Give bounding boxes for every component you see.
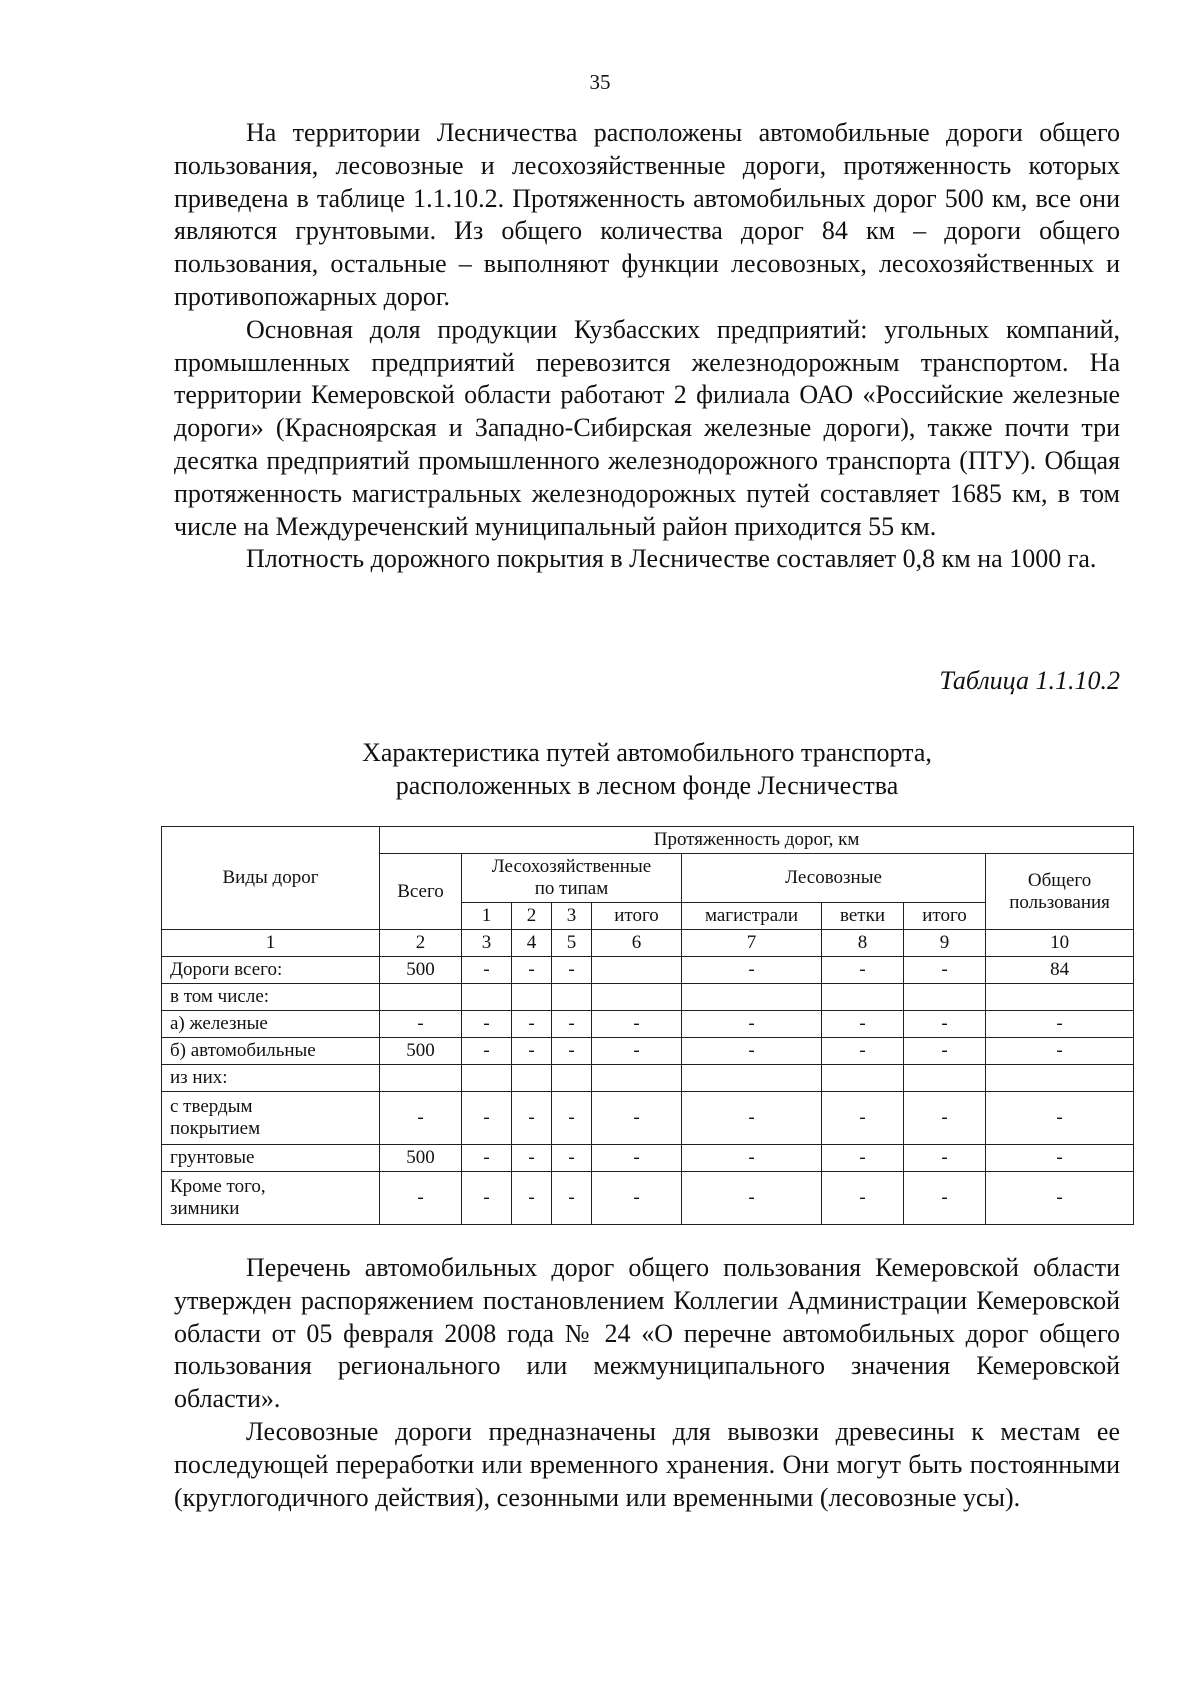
table-cell	[682, 1065, 822, 1092]
table-cell: -	[904, 1011, 986, 1038]
table-cell	[462, 1065, 512, 1092]
column-number: 1	[162, 930, 380, 957]
table-cell: -	[512, 957, 552, 984]
body-text-bottom	[174, 1252, 1120, 1514]
table-row	[162, 1011, 1134, 1038]
table-cell: -	[682, 1172, 822, 1225]
table-cell: -	[552, 1172, 592, 1225]
row-label	[162, 1092, 380, 1145]
header-forestry-subtotal: итого	[592, 903, 682, 930]
table-cell: -	[462, 1038, 512, 1065]
row-label	[162, 1065, 380, 1092]
column-number: 7	[682, 930, 822, 957]
table-title-line2: расположенных в лесном фонде Лесничества	[395, 770, 899, 800]
header-logging-subtotal: итого	[904, 903, 986, 930]
table-cell: -	[512, 1011, 552, 1038]
table-cell: -	[986, 1092, 1134, 1145]
table-cell	[904, 984, 986, 1011]
table-cell: -	[552, 1092, 592, 1145]
table-cell: -	[904, 1172, 986, 1225]
table-cell: -	[380, 1011, 462, 1038]
row-label-line1: из них:	[170, 1067, 228, 1088]
table-row	[162, 1065, 1134, 1092]
roads-table	[161, 826, 1134, 1225]
table-cell: -	[682, 957, 822, 984]
table-cell: -	[682, 1038, 822, 1065]
row-label-line1: б) автомобильные	[170, 1040, 316, 1061]
header-logging: Лесовозные	[682, 854, 986, 903]
table-row	[162, 957, 1134, 984]
paragraph-road-density: Плотность дорожного покрытия в Лесничестве составляет 0,8 км на 1000 га.	[246, 544, 1097, 574]
column-number: 10	[986, 930, 1134, 957]
table-cell: -	[592, 1145, 682, 1172]
table-cell: 500	[380, 1145, 462, 1172]
table-cell: -	[904, 1092, 986, 1145]
table-cell: -	[552, 1038, 592, 1065]
table-cell: -	[904, 1038, 986, 1065]
row-label	[162, 1011, 380, 1038]
table-cell	[592, 957, 682, 984]
header-branches: ветки	[822, 903, 904, 930]
table-cell: 500	[380, 957, 462, 984]
column-number: 2	[380, 930, 462, 957]
row-label	[162, 1172, 380, 1225]
table-header-row-1	[162, 827, 1134, 854]
table-row	[162, 1092, 1134, 1145]
table-cell: -	[512, 1145, 552, 1172]
table-cell: 84	[986, 957, 1134, 984]
table-cell: -	[552, 1145, 592, 1172]
table-cell	[904, 1065, 986, 1092]
table-cell: -	[904, 1145, 986, 1172]
table-cell: -	[380, 1092, 462, 1145]
table-cell	[822, 984, 904, 1011]
table-cell: -	[592, 1038, 682, 1065]
column-number: 5	[552, 930, 592, 957]
table-cell: -	[682, 1092, 822, 1145]
row-label-line2: покрытием	[170, 1118, 261, 1139]
table-cell: -	[592, 1011, 682, 1038]
row-label-line1: грунтовые	[170, 1147, 255, 1168]
table-cell: -	[512, 1172, 552, 1225]
table-cell: -	[462, 1092, 512, 1145]
table-cell: -	[822, 1145, 904, 1172]
row-label	[162, 984, 380, 1011]
header-trunk: магистрали	[682, 903, 822, 930]
paragraph-logging-roads: Лесовозные дороги предназначены для вывозки древесины к местам ее последующей переработки или временного хранения. Они могут быть постоянными (круглогодичного действия), сезонными или временными (лесовозные усы).	[174, 1416, 1120, 1512]
column-number: 8	[822, 930, 904, 957]
table-cell: -	[552, 957, 592, 984]
table-row	[162, 1038, 1134, 1065]
table-cell: -	[904, 957, 986, 984]
table-cell	[986, 1065, 1134, 1092]
table-cell	[380, 1065, 462, 1092]
table-cell: -	[986, 1038, 1134, 1065]
table-body	[162, 957, 1134, 1225]
table-cell	[380, 984, 462, 1011]
table-cell: -	[592, 1172, 682, 1225]
header-forestry-line2: по типам	[534, 878, 609, 899]
table-cell: -	[986, 1011, 1134, 1038]
table-cell: -	[822, 1011, 904, 1038]
table-cell: -	[512, 1092, 552, 1145]
table-cell	[512, 1065, 552, 1092]
header-forestry	[462, 854, 682, 903]
table-cell: -	[462, 957, 512, 984]
table-cell: -	[822, 1172, 904, 1225]
paragraph-railways: Основная доля продукции Кузбасских предприятий: угольных компаний, промышленных предприятий перевозится железнодорожным транспортом. На территории Кемеровской области работают 2 филиала ОАО «Российские железные дороги» (Красноярская и Западно-Сибирская железные дороги), также почти три десятка предприятий промышленного железнодорожного транспорта (ПТУ). Общая протяженность магистральных железнодорожных путей составляет 1685 км, в том числе на Междуреченский муниципальный район приходится 55 км.	[174, 314, 1120, 541]
table-cell	[592, 984, 682, 1011]
table-row	[162, 1145, 1134, 1172]
row-label-line1: а) железные	[170, 1013, 268, 1034]
table-column-numbers	[162, 930, 1134, 957]
table-cell: -	[462, 1172, 512, 1225]
table-cell: -	[986, 1145, 1134, 1172]
header-total: Всего	[380, 854, 462, 930]
page-number: 35	[589, 70, 611, 94]
table-cell	[986, 984, 1134, 1011]
header-type-2: 2	[512, 903, 552, 930]
table-cell	[682, 984, 822, 1011]
header-public-line1: Общего	[1027, 869, 1092, 891]
table-cell: -	[512, 1038, 552, 1065]
table-cell	[512, 984, 552, 1011]
paragraph-public-roads-list: Перечень автомобильных дорог общего пользования Кемеровской области утвержден распоряжением постановлением Коллегии Администрации Кемеровской области от 05 февраля 2008 года № 24 «О перечне автомобильных дорог общего пользования регионального или межмуниципального значения Кемеровской области».	[174, 1253, 1120, 1414]
table-label: Таблица 1.1.10.2	[939, 666, 1120, 695]
header-type-1: 1	[462, 903, 512, 930]
table-cell	[462, 984, 512, 1011]
table-cell: -	[682, 1145, 822, 1172]
table-title	[174, 737, 1120, 803]
table-cell: 500	[380, 1038, 462, 1065]
paragraph-roads-overview: На территории Лесничества расположены автомобильные дороги общего пользования, лесовозные и лесохозяйственные дороги, протяженность которых приведена в таблице 1.1.10.2. Протяженность автомобильных дорог 500 км, все они являются грунтовыми. Из общего количества дорог 84 км – дороги общего пользования, остальные – выполняют функции лесовозных, лесохозяйственных и противопожарных дорог.	[174, 118, 1120, 311]
table-cell: -	[462, 1145, 512, 1172]
column-number: 6	[592, 930, 682, 957]
column-number: 9	[904, 930, 986, 957]
table-cell	[552, 1065, 592, 1092]
table-cell: -	[986, 1172, 1134, 1225]
column-number: 4	[512, 930, 552, 957]
row-label-line1: Кроме того,	[170, 1176, 266, 1197]
header-length: Протяженность дорог, км	[380, 827, 1134, 854]
row-label-line1: с твердым	[170, 1096, 253, 1117]
header-forestry-line1: Лесохозяйственные	[491, 856, 652, 877]
table-cell	[592, 1065, 682, 1092]
table-cell: -	[682, 1011, 822, 1038]
row-label-line1: Дороги всего:	[170, 959, 283, 980]
table-cell	[822, 1065, 904, 1092]
column-number: 3	[462, 930, 512, 957]
table-row	[162, 984, 1134, 1011]
table-cell: -	[380, 1172, 462, 1225]
header-road-types: Виды дорог	[162, 827, 380, 930]
header-public	[986, 854, 1134, 930]
table-row	[162, 1172, 1134, 1225]
body-text-top	[174, 117, 1120, 576]
table-cell: -	[592, 1092, 682, 1145]
table-cell: -	[822, 957, 904, 984]
table-cell: -	[822, 1038, 904, 1065]
table-cell: -	[822, 1092, 904, 1145]
header-type-3: 3	[552, 903, 592, 930]
row-label-line2: зимники	[170, 1198, 240, 1219]
row-label-line1: в том числе:	[170, 986, 270, 1007]
table-cell: -	[462, 1011, 512, 1038]
header-public-line2: пользования	[1009, 891, 1110, 913]
table-cell: -	[552, 1011, 592, 1038]
row-label	[162, 1145, 380, 1172]
row-label	[162, 957, 380, 984]
row-label	[162, 1038, 380, 1065]
table-cell	[552, 984, 592, 1011]
table-title-line1: Характеристика путей автомобильного транспорта,	[362, 738, 932, 767]
